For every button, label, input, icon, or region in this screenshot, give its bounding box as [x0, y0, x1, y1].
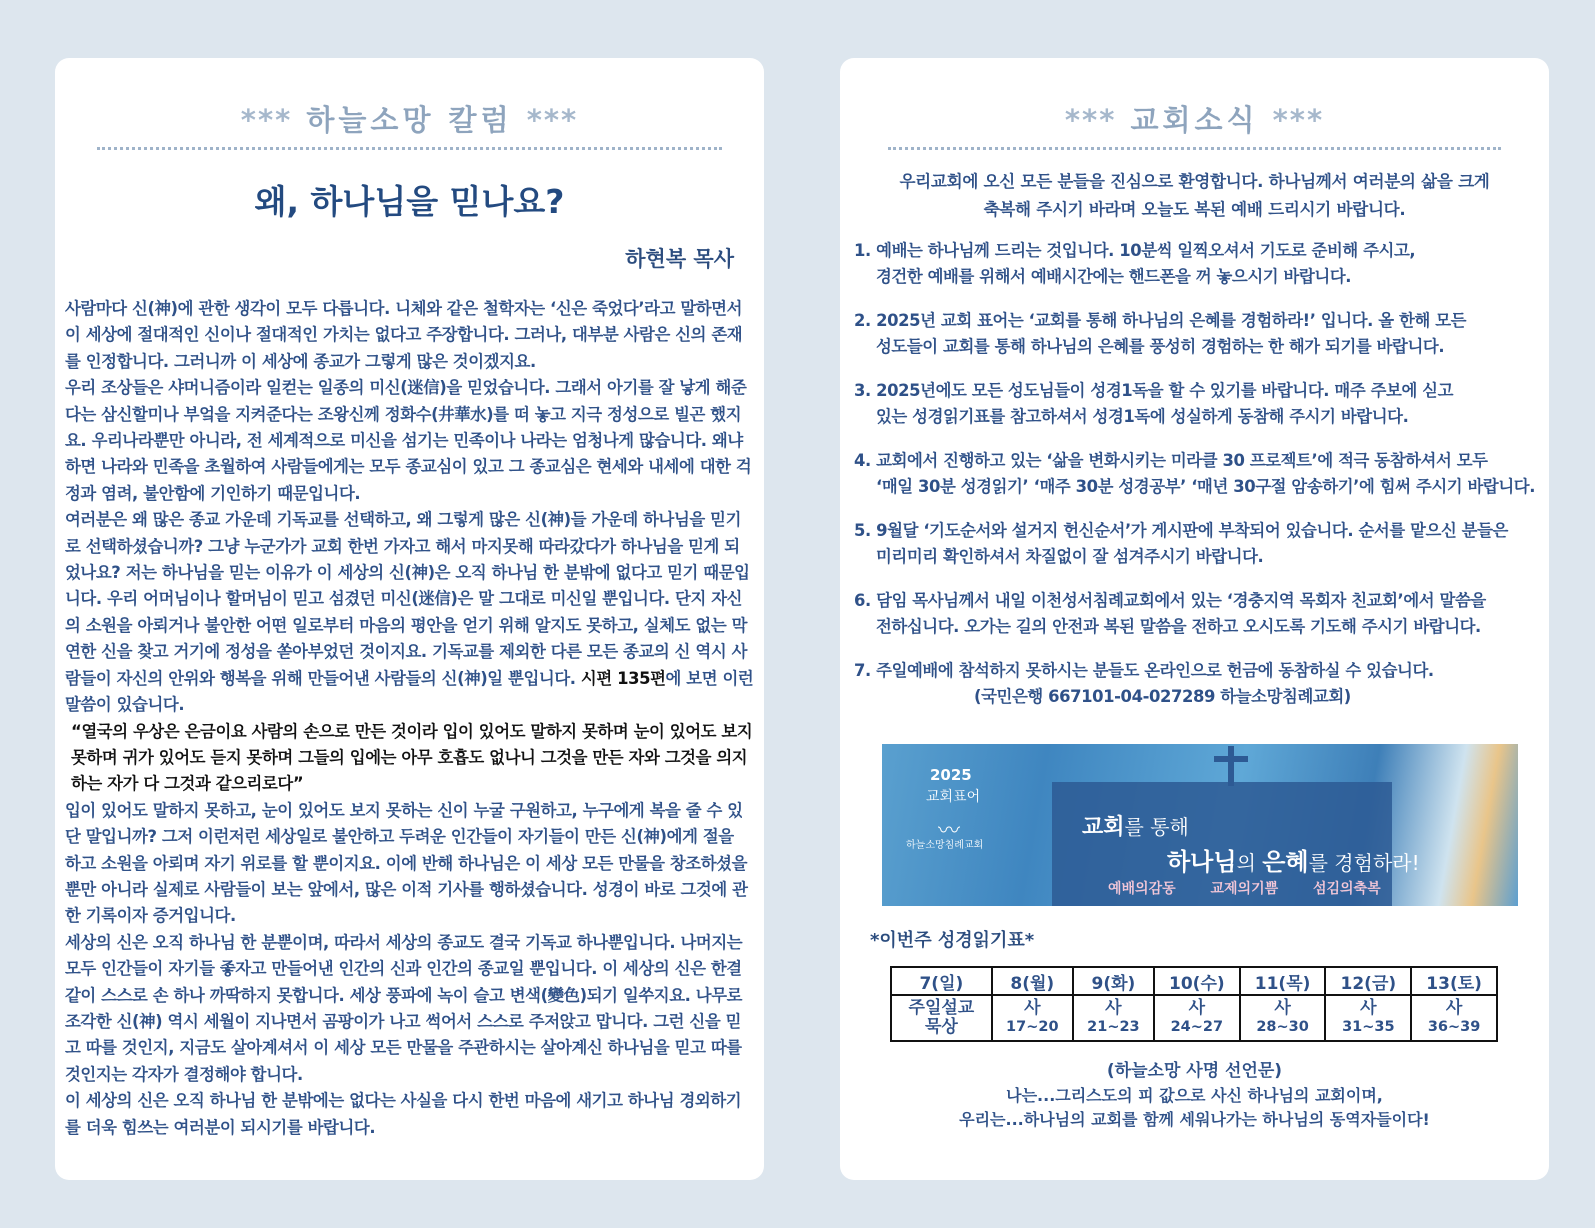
notice-line: 2. 2025년 교회 표어는 ‘교회를 통해 하나님의 은혜를 경험하라!’ 입니다. 올 한해 모든 [854, 311, 1467, 330]
notice-item [854, 588, 1539, 640]
cell-book: 사 [1024, 998, 1041, 1018]
cell-book: 사 [1360, 998, 1377, 1018]
table-row [891, 995, 1497, 1041]
notice-item [854, 518, 1539, 570]
cell-book: 사 [1105, 998, 1122, 1018]
table-cell [891, 995, 992, 1041]
table-header-cell: 7(일) [891, 967, 992, 995]
column-title: 왜, 하나님을 믿나요? [254, 182, 565, 221]
psalm-reference: 시편 135편 [580, 668, 666, 688]
banner-slogan-line1 [1082, 810, 1189, 841]
column-author: 하현복 목사 [625, 247, 734, 271]
welcome-line: 우리교회에 오신 모든 분들을 진심으로 환영합니다. 하나님께서 여러분의 삶을 크게 [899, 172, 1490, 191]
news-panel [840, 58, 1549, 1180]
notice-list [854, 238, 1539, 728]
table-header-cell: 13(토) [1411, 967, 1497, 995]
mission-title: (하늘소망 사명 선언문) [1106, 1061, 1283, 1081]
motto-banner [882, 744, 1518, 906]
notice-line: 4. 교회에서 진행하고 있는 ‘삶을 변화시키는 미라클 30 프로젝트’에 적극 동참하셔서 모두 [854, 451, 1488, 470]
notice-line: 7. 주일예배에 참석하지 못하시는 분들도 온라인으로 헌금에 동참하실 수 있습니다. [854, 661, 1434, 680]
notice-line: 성도들이 교회를 통해 하나님의 은혜를 풍성히 경험하는 한 해가 되기를 바랍니다. [876, 337, 1445, 356]
table-cell [1073, 995, 1154, 1041]
notice-item [854, 448, 1539, 500]
table-header-row [891, 967, 1497, 995]
cell-line: 묵상 [924, 1017, 958, 1037]
banner-motto-label: 교회표어 [926, 789, 981, 805]
column-paragraph [65, 507, 754, 718]
cell-range: 31~35 [1342, 1019, 1395, 1035]
welcome-message [860, 168, 1529, 224]
cell-book: 사 [1274, 998, 1291, 1018]
column-panel [55, 58, 764, 1180]
stars-decoration: *** [240, 103, 293, 137]
mission-line: 우리는...하나님의 교회를 함께 세워나가는 하나님의 동역자들이다! [959, 1110, 1430, 1129]
column-body [65, 296, 754, 1141]
cell-line: 주일설교 [908, 998, 975, 1018]
slogan-emphasis: 은혜 [1262, 848, 1309, 876]
notice-item [854, 378, 1539, 430]
column-paragraph: 세상의 신은 오직 하나님 한 분뿐이며, 따라서 세상의 종교도 결국 기독교 하나뿐입니다. 나머지는 모두 인간들이 자기들 좋자고 만들어낸 인간의 신과 인간의 종교일 뿐입니다. 이 세상의 신은 한결같이 스스로 손 하나 까딱하지 못합니다. 세상 풍파에 녹이 슬고 변색(變色)되기 일쑤지요. 나무로 조각한 신(神) 역시 세월이 지나면서 곰팡이가 나고 썩어서 스스로 주저앉고 맙니다. 그런 신을 믿고 따를 것인지, 지금도 살아계셔서 이 세상 모든 만물을 주관하시는 살아계신 하나님을 믿고 따를 것인지는 각자가 결정해야 합니다. [65, 932, 743, 1084]
column-paragraph: 이 세상의 신은 오직 하나님 한 분밖에는 없다는 사실을 다시 한번 마음에 새기고 하나님 경외하기를 더욱 힘쓰는 여러분이 되시기를 바랍니다. [65, 1091, 742, 1137]
table-cell [992, 995, 1073, 1041]
banner-slogan-line2 [1167, 842, 1420, 877]
cell-book: 사 [1445, 998, 1463, 1018]
dove-logo-icon: 〰 [938, 819, 961, 844]
banner-tags: 예배의감동 교제의기쁨 섬김의축복 [1108, 881, 1381, 897]
stars-decoration: *** [1272, 103, 1325, 137]
cell-range: 24~27 [1170, 1019, 1224, 1035]
news-section-header [840, 98, 1549, 139]
scripture-quote: “열국의 우상은 은금이요 사람의 손으로 만든 것이라 입이 있어도 말하지 못하며 눈이 있어도 보지 못하며 귀가 있어도 듣지 못하며 그들의 입에는 아무 호흡도 없나니 그것을 만든 자와 그것을 의지하는 자가 다 그것과 같으리로다” [71, 721, 753, 794]
banner-year: 2025 [930, 766, 972, 784]
table-cell [1240, 995, 1326, 1041]
notice-line: 있는 성경읽기표를 참고하셔서 성경1독에 성실하게 동참해 주시기 바랍니다. [876, 407, 1409, 426]
notice-item [854, 308, 1539, 360]
notice-line: ‘매일 30분 성경읽기’ ‘매주 30분 성경공부’ ‘매년 30구절 암송하기’에 힘써 주시기 바랍니다. [876, 477, 1536, 496]
table-cell [1325, 995, 1411, 1041]
column-paragraph: 우리 조상들은 샤머니즘이라 일컫는 일종의 미신(迷信)을 믿었습니다. 그래서 아기를 잘 낳게 해준다는 삼신할미나 부엌을 지켜준다는 조왕신께 정화수(井華水)를 떠 놓고 지극 정성으로 빌곤 했지요. 우리나라뿐만 아니라, 전 세계적으로 미신을 섬기는 민족이나 나라는 엄청나게 많습니다. 왜냐하면 나라와 민족을 초월하여 사람들에게는 모두 종교심이 있고 그 종교심은 현세와 내세에 대한 걱정과 염려, 불안함에 기인하기 때문입니다. [65, 378, 752, 503]
reading-plan-table [890, 966, 1498, 1042]
notice-line: 전하십니다. 오가는 길의 안전과 복된 말씀을 전하고 오시도록 기도해 주시기 바랍니다. [876, 617, 1481, 636]
column-paragraph-text: 여러분은 왜 많은 종교 가운데 기독교를 선택하고, 왜 그렇게 많은 신(神)들 가운데 하나님을 믿기로 선택하셨습니까? 그냥 누군가가 교회 한번 가자고 해서 마지못해 따라갔다가 하나님을 믿게 되었나요? 저는 하나님을 믿는 이유가 이 세상의 신(神)은 오직 하나님 한 분밖에 없다고 믿기 때문입니다. 우리 어머님이나 할머님이 믿고 섬겼던 미신(迷信)은 말 그대로 미신일 뿐입니다. 단지 자신의 소원을 아뢰거나 불안한 어떤 일로부터 마음의 평안을 얻기 위해 알지도 못하고, 실체도 없는 막연한 신을 찾고 거기에 정성을 쏟아부었던 것이지요. 기독교를 제외한 다른 모든 종교의 신 역시 사람들이 자신의 안위와 행복을 위해 만들어낸 사람들의 신(神)일 뿐입니다. [65, 510, 750, 688]
stars-decoration: *** [526, 103, 579, 137]
mission-line: 나는...그리스도의 피 값으로 사신 하나님의 교회이며, [1006, 1086, 1383, 1105]
table-cell [1411, 995, 1497, 1041]
column-section-header [55, 98, 764, 139]
notice-item [854, 658, 1539, 710]
stars-decoration: *** [1064, 103, 1117, 137]
slogan-text: 를 경험하라! [1308, 851, 1420, 875]
cross-icon [1228, 746, 1234, 786]
slogan-text: 의 [1236, 851, 1263, 875]
table-header-cell: 12(금) [1325, 967, 1411, 995]
psalm-reference-tail: 에 보면 이런 말씀이 있습니다. [65, 668, 754, 715]
notice-line: 미리미리 확인하셔서 차질없이 잘 섬겨주시기 바랍니다. [876, 547, 1264, 566]
dotted-divider [97, 147, 722, 150]
table-header-cell: 11(목) [1240, 967, 1326, 995]
reading-plan-title: *이번주 성경읽기표* [870, 930, 1035, 951]
slogan-emphasis: 하나님 [1167, 848, 1237, 876]
column-paragraph: 사람마다 신(神)에 관한 생각이 모두 다릅니다. 니체와 같은 철학자는 ‘신은 죽었다’라고 말하면서 이 세상에 절대적인 신이나 절대적인 가치는 없다고 주장합니다. 그러나, 대부분 사람은 신의 존재를 인정합니다. 그러니까 이 세상에 종교가 그렇게 많은 것이겠지요. [65, 299, 743, 371]
table-header-cell: 10(수) [1154, 967, 1240, 995]
news-section-title: 교회소식 [1130, 103, 1259, 137]
cell-range: 36~39 [1427, 1019, 1481, 1035]
cell-range: 28~30 [1256, 1019, 1309, 1035]
slogan-text: 를 통해 [1124, 815, 1189, 839]
notice-line: 3. 2025년에도 모든 성도님들이 성경1독을 할 수 있기를 바랍니다. 매주 주보에 싣고 [854, 381, 1454, 400]
table-header-cell: 8(월) [992, 967, 1073, 995]
cell-book: 사 [1188, 998, 1206, 1018]
column-paragraph: 입이 있어도 말하지 못하고, 눈이 있어도 보지 못하는 신이 누굴 구원하고, 누구에게 복을 줄 수 있단 말입니까? 그저 이런저런 세상일로 불안하고 두려운 인간들이 자기들이 만든 신(神)에게 절을 하고 소원을 아뢰며 자기 위로를 할 뿐이지요. 이에 반해 하나님은 이 세상 모든 만물을 창조하셨을 뿐만 아니라 실제로 사람들이 보는 앞에서, 많은 이적 기사를 행하셨습니다. 성경이 바로 그것에 관한 기록이자 증거입니다. [65, 800, 748, 926]
column-section-title: 하늘소망 칼럼 [306, 103, 513, 137]
notice-line: 1. 예배는 하나님께 드리는 것입니다. 10분씩 일찍오셔서 기도로 준비해 주시고, [854, 241, 1416, 260]
cell-range: 21~23 [1087, 1019, 1140, 1035]
dotted-divider [888, 147, 1501, 150]
notice-line: 5. 9월달 ‘기도순서와 설거지 헌신순서’가 게시판에 부착되어 있습니다. 순서를 맡으신 분들은 [854, 521, 1508, 540]
banner-church-name: 하늘소망침례교회 [906, 840, 984, 851]
welcome-line: 축복해 주시기 바라며 오늘도 복된 예배 드리시기 바랍니다. [983, 200, 1406, 219]
notice-line: 6. 담임 목사님께서 내일 이천성서침례교회에서 있는 ‘경충지역 목회자 친교회’에서 말씀을 [854, 591, 1486, 610]
table-header-cell: 9(화) [1073, 967, 1154, 995]
cell-range: 17~20 [1006, 1019, 1059, 1035]
bank-account-line: (국민은행 667101-04-027289 하늘소망침례교회) [974, 687, 1351, 706]
cross-icon-bar [1214, 756, 1248, 762]
slogan-emphasis: 교회 [1082, 815, 1125, 840]
notice-line: 경건한 예배를 위해서 예배시간에는 핸드폰을 꺼 놓으시기 바랍니다. [876, 267, 1352, 286]
table-cell [1154, 995, 1240, 1041]
notice-item [854, 238, 1539, 290]
mission-statement [840, 1058, 1549, 1132]
